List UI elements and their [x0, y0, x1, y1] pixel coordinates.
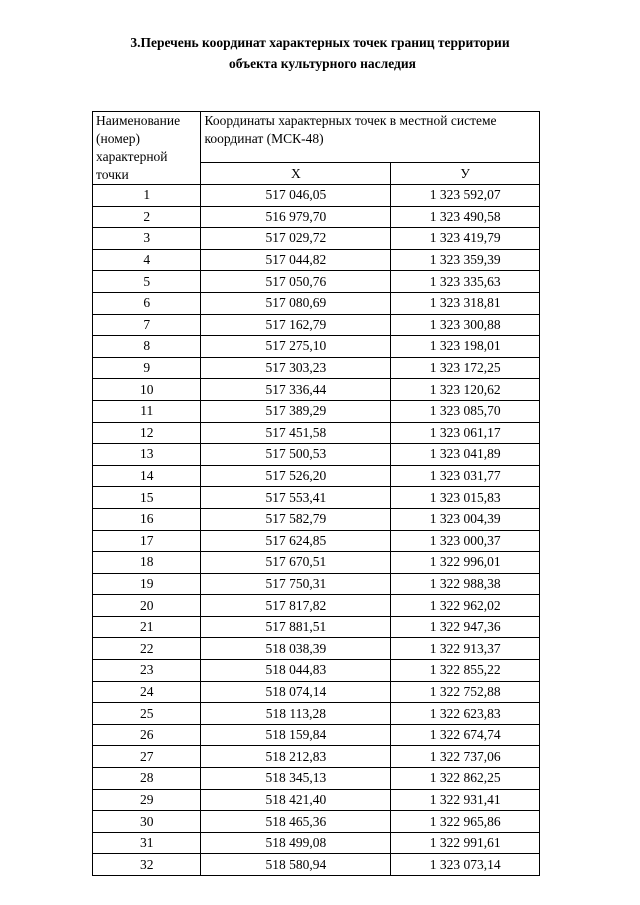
- table-row: [93, 444, 540, 466]
- point-number-cell: 6: [93, 292, 201, 314]
- table-row: [93, 185, 540, 207]
- y-coordinate-cell: 1 322 991,61: [391, 832, 540, 854]
- point-number-cell: 1: [93, 185, 201, 207]
- title-line-1: 3.Перечень координат характерных точек границ территории: [130, 35, 510, 50]
- y-coordinate-cell: 1 323 041,89: [391, 444, 540, 466]
- x-coordinate-cell: 517 336,44: [201, 379, 391, 401]
- point-number-cell: 22: [93, 638, 201, 660]
- table-row: [93, 422, 540, 444]
- coordinates-table-body: [93, 112, 540, 876]
- y-coordinate-cell: 1 323 172,25: [391, 357, 540, 379]
- x-coordinate-cell: 517 275,10: [201, 336, 391, 358]
- point-number-cell: 26: [93, 724, 201, 746]
- y-coordinate-cell: 1 323 015,83: [391, 487, 540, 509]
- coordinates-table: [92, 111, 540, 876]
- point-number-cell: 2: [93, 206, 201, 228]
- point-number-cell: 13: [93, 444, 201, 466]
- x-coordinate-cell: 518 113,28: [201, 703, 391, 725]
- x-coordinate-cell: 518 074,14: [201, 681, 391, 703]
- point-number-cell: 17: [93, 530, 201, 552]
- x-coordinate-cell: 517 624,85: [201, 530, 391, 552]
- y-coordinate-cell: 1 322 965,86: [391, 811, 540, 833]
- point-number-cell: 3: [93, 228, 201, 250]
- y-coordinate-cell: 1 322 674,74: [391, 724, 540, 746]
- y-coordinate-cell: 1 323 490,58: [391, 206, 540, 228]
- table-row: [93, 552, 540, 574]
- y-coordinate-cell: 1 323 419,79: [391, 228, 540, 250]
- table-row: [93, 379, 540, 401]
- y-coordinate-cell: 1 323 073,14: [391, 854, 540, 876]
- x-coordinate-cell: 517 303,23: [201, 357, 391, 379]
- x-coordinate-cell: 517 582,79: [201, 508, 391, 530]
- point-number-cell: 4: [93, 249, 201, 271]
- point-number-cell: 25: [93, 703, 201, 725]
- point-number-cell: 28: [93, 768, 201, 790]
- point-number-cell: 8: [93, 336, 201, 358]
- x-coordinate-cell: 517 389,29: [201, 400, 391, 422]
- table-row: [93, 638, 540, 660]
- x-header: Х: [201, 163, 391, 185]
- x-coordinate-cell: 517 451,58: [201, 422, 391, 444]
- x-coordinate-cell: 517 050,76: [201, 271, 391, 293]
- x-coordinate-cell: 517 526,20: [201, 465, 391, 487]
- table-row: [93, 789, 540, 811]
- x-coordinate-cell: 517 029,72: [201, 228, 391, 250]
- table-row: [93, 746, 540, 768]
- y-header: У: [391, 163, 540, 185]
- x-coordinate-cell: 518 499,08: [201, 832, 391, 854]
- x-coordinate-cell: 517 881,51: [201, 616, 391, 638]
- x-coordinate-cell: 517 044,82: [201, 249, 391, 271]
- point-number-cell: 29: [93, 789, 201, 811]
- document-title: [0, 32, 640, 74]
- y-coordinate-cell: 1 323 300,88: [391, 314, 540, 336]
- x-coordinate-cell: 516 979,70: [201, 206, 391, 228]
- point-number-cell: 12: [93, 422, 201, 444]
- point-number-cell: 23: [93, 660, 201, 682]
- table-row: [93, 573, 540, 595]
- y-coordinate-cell: 1 322 913,37: [391, 638, 540, 660]
- table-row: [93, 206, 540, 228]
- x-coordinate-cell: 518 580,94: [201, 854, 391, 876]
- point-number-cell: 27: [93, 746, 201, 768]
- x-coordinate-cell: 518 465,36: [201, 811, 391, 833]
- table-row: [93, 400, 540, 422]
- table-row: [93, 271, 540, 293]
- point-number-cell: 9: [93, 357, 201, 379]
- x-coordinate-cell: 517 817,82: [201, 595, 391, 617]
- y-coordinate-cell: 1 323 085,70: [391, 400, 540, 422]
- point-number-cell: 14: [93, 465, 201, 487]
- y-coordinate-cell: 1 322 988,38: [391, 573, 540, 595]
- y-coordinate-cell: 1 322 737,06: [391, 746, 540, 768]
- point-number-cell: 18: [93, 552, 201, 574]
- x-coordinate-cell: 517 750,31: [201, 573, 391, 595]
- x-coordinate-cell: 517 500,53: [201, 444, 391, 466]
- x-coordinate-cell: 518 345,13: [201, 768, 391, 790]
- point-number-cell: 24: [93, 681, 201, 703]
- table-row: [93, 724, 540, 746]
- x-coordinate-cell: 517 670,51: [201, 552, 391, 574]
- table-row: [93, 595, 540, 617]
- table-row: [93, 681, 540, 703]
- point-number-cell: 31: [93, 832, 201, 854]
- y-coordinate-cell: 1 322 623,83: [391, 703, 540, 725]
- table-row: [93, 616, 540, 638]
- y-coordinate-cell: 1 323 000,37: [391, 530, 540, 552]
- y-coordinate-cell: 1 323 031,77: [391, 465, 540, 487]
- table-row: [93, 292, 540, 314]
- x-coordinate-cell: 518 421,40: [201, 789, 391, 811]
- table-row: [93, 487, 540, 509]
- y-coordinate-cell: 1 322 962,02: [391, 595, 540, 617]
- point-number-cell: 32: [93, 854, 201, 876]
- y-coordinate-cell: 1 323 004,39: [391, 508, 540, 530]
- point-number-cell: 20: [93, 595, 201, 617]
- x-coordinate-cell: 518 044,83: [201, 660, 391, 682]
- point-name-header: Наименование (номер) характерной точки: [93, 112, 201, 185]
- point-number-cell: 19: [93, 573, 201, 595]
- y-coordinate-cell: 1 323 198,01: [391, 336, 540, 358]
- y-coordinate-cell: 1 322 752,88: [391, 681, 540, 703]
- table-row: [93, 357, 540, 379]
- point-number-cell: 30: [93, 811, 201, 833]
- x-coordinate-cell: 517 080,69: [201, 292, 391, 314]
- x-coordinate-cell: 518 159,84: [201, 724, 391, 746]
- table-row: [93, 336, 540, 358]
- y-coordinate-cell: 1 323 335,63: [391, 271, 540, 293]
- y-coordinate-cell: 1 323 061,17: [391, 422, 540, 444]
- x-coordinate-cell: 517 553,41: [201, 487, 391, 509]
- coordinates-header: Координаты характерных точек в местной системе координат (МСК-48): [201, 112, 540, 163]
- y-coordinate-cell: 1 322 947,36: [391, 616, 540, 638]
- table-row: [93, 703, 540, 725]
- point-number-cell: 15: [93, 487, 201, 509]
- point-number-cell: 10: [93, 379, 201, 401]
- x-coordinate-cell: 518 212,83: [201, 746, 391, 768]
- table-row: [93, 314, 540, 336]
- title-line-2: объекта культурного наследия: [229, 56, 416, 71]
- y-coordinate-cell: 1 323 592,07: [391, 185, 540, 207]
- y-coordinate-cell: 1 323 318,81: [391, 292, 540, 314]
- y-coordinate-cell: 1 322 862,25: [391, 768, 540, 790]
- point-number-cell: 11: [93, 400, 201, 422]
- table-row: [93, 465, 540, 487]
- table-row: [93, 508, 540, 530]
- table-row: [93, 832, 540, 854]
- table-row: [93, 768, 540, 790]
- table-row: [93, 660, 540, 682]
- table-row: [93, 249, 540, 271]
- table-row: [93, 811, 540, 833]
- point-number-cell: 5: [93, 271, 201, 293]
- table-row: [93, 228, 540, 250]
- y-coordinate-cell: 1 322 996,01: [391, 552, 540, 574]
- table-row: [93, 530, 540, 552]
- y-coordinate-cell: 1 323 120,62: [391, 379, 540, 401]
- y-coordinate-cell: 1 322 931,41: [391, 789, 540, 811]
- point-number-cell: 16: [93, 508, 201, 530]
- point-number-cell: 21: [93, 616, 201, 638]
- table-row: [93, 854, 540, 876]
- x-coordinate-cell: 517 162,79: [201, 314, 391, 336]
- y-coordinate-cell: 1 322 855,22: [391, 660, 540, 682]
- y-coordinate-cell: 1 323 359,39: [391, 249, 540, 271]
- header-row-1: [93, 112, 540, 163]
- point-number-cell: 7: [93, 314, 201, 336]
- x-coordinate-cell: 517 046,05: [201, 185, 391, 207]
- x-coordinate-cell: 518 038,39: [201, 638, 391, 660]
